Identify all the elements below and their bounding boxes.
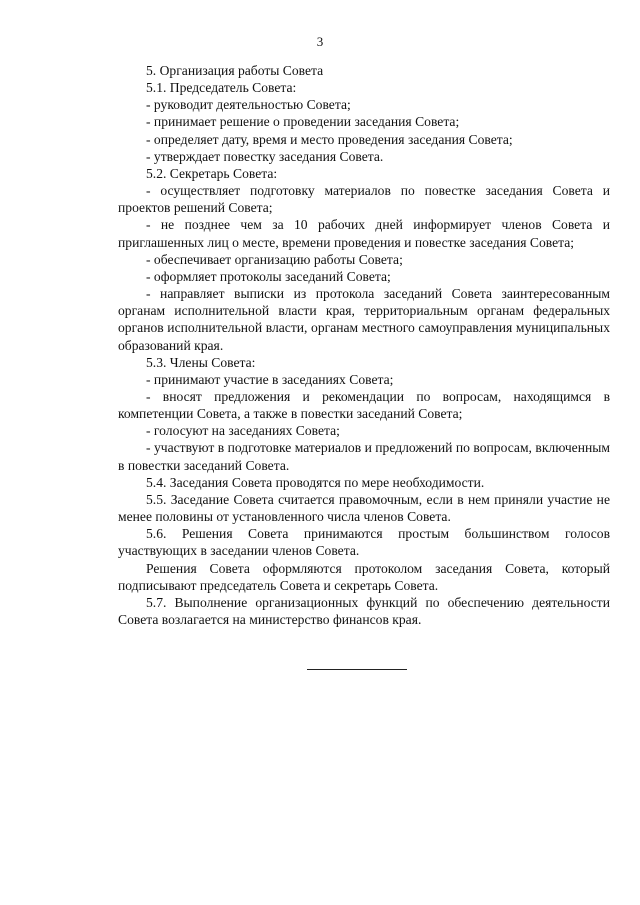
paragraph: 5.4. Заседания Совета проводятся по мере необходимости. [146, 474, 485, 490]
paragraph: Решения Совета оформляются протоколом заседания Совета, который подписывают председатель Совета и секретарь Совета. [118, 560, 610, 593]
section-heading: 5. Организация работы Совета [146, 63, 324, 78]
paragraph: 5.2. Секретарь Совета: [146, 165, 278, 181]
paragraph: - направляет выписки из протокола заседаний Совета заинтересованным органам исполнительной власти края, территориальным органам федеральных органов исполнительной власти, органам местного самоуправления муниципальных образований края. [118, 286, 610, 353]
paragraph: - оформляет протоколы заседаний Совета; [146, 268, 391, 284]
paragraph: - руководит деятельностью Совета; [146, 97, 351, 113]
paragraph: - участвуют в подготовке материалов и предложений по вопросам, включенным в повестки заседаний Совета. [118, 440, 610, 473]
paragraph: 5.6. Решения Совета принимаются простым большинством голосов участвующих в заседании членов Совета. [118, 526, 610, 559]
paragraph: - вносят предложения и рекомендации по вопросам, находящимся в компетенции Совета, а также в повестки заседаний Совета; [118, 388, 610, 422]
paragraph: - голосуют на заседаниях Совета; [146, 423, 340, 439]
page-number: 3 [316, 34, 324, 49]
paragraph: - осуществляет подготовку материалов по повестке заседания Совета и проектов решений Совета; [118, 183, 610, 216]
paragraph: - принимает решение о проведении заседания Совета; [146, 114, 460, 130]
paragraph: - принимают участие в заседаниях Совета; [146, 371, 394, 387]
end-rule [307, 669, 407, 670]
paragraph: 5.7. Выполнение организационных функций по обеспечению деятельности Совета возлагается на министерство финансов края. [118, 594, 610, 627]
paragraph: - обеспечивает организацию работы Совета; [146, 251, 403, 267]
paragraph: - не позднее чем за 10 рабочих дней информирует членов Совета и приглашенных лиц о месте, времени проведения и повестке заседания Совета; [118, 217, 610, 250]
paragraph: - определяет дату, время и место проведения заседания Совета; [146, 131, 513, 147]
paragraph: 5.3. Члены Совета: [146, 354, 256, 370]
paragraph: 5.1. Председатель Совета: [146, 80, 297, 96]
paragraph: 5.5. Заседание Совета считается правомочным, если в нем приняли участие не менее половины от установленного числа членов Совета. [118, 491, 610, 525]
paragraph: - утверждает повестку заседания Совета. [146, 148, 384, 164]
section-body [118, 62, 610, 628]
